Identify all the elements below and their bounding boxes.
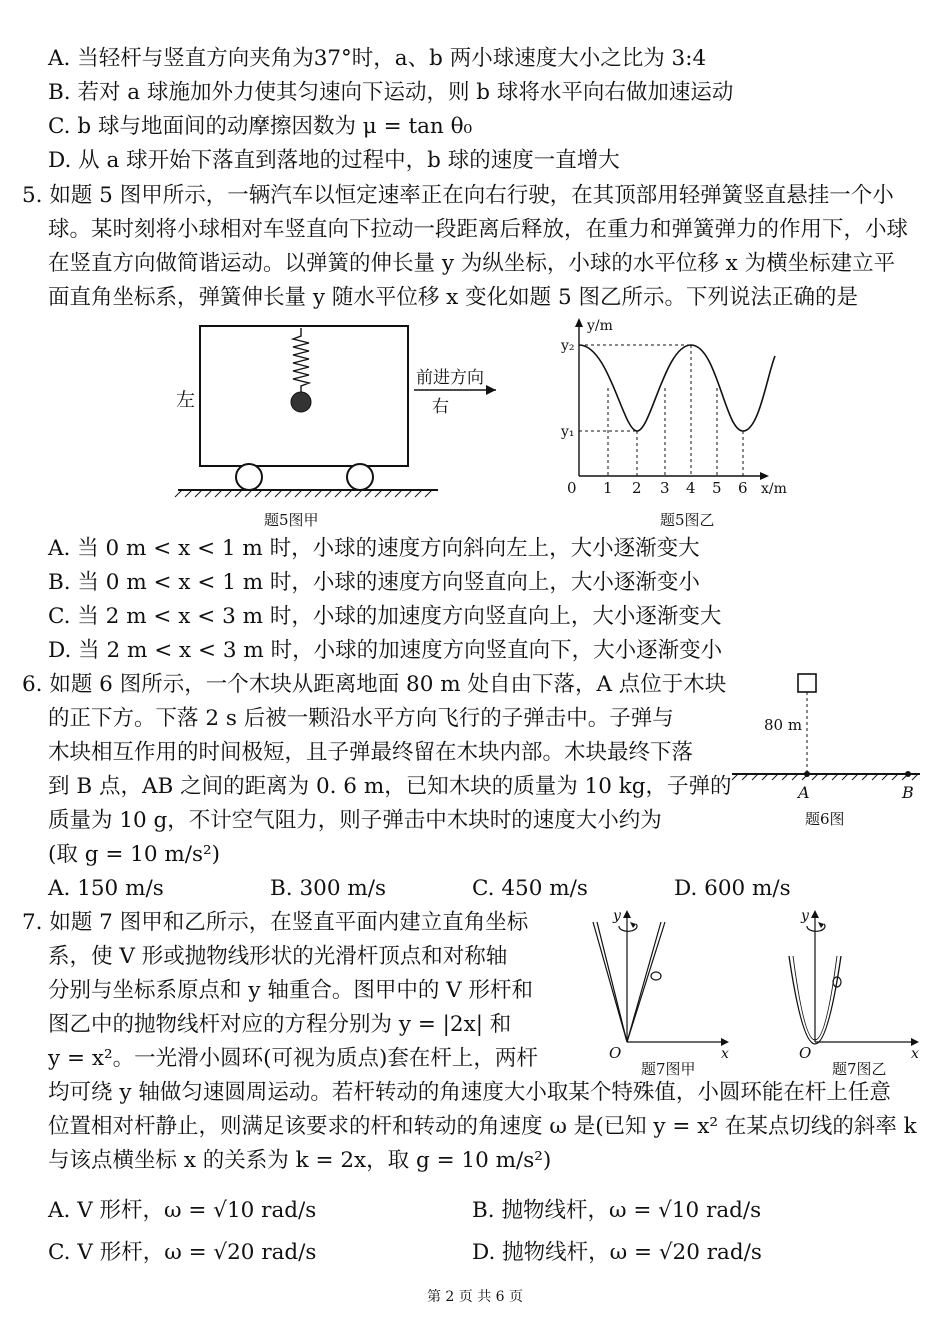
q5-option-b: B. 当 0 m < x < 1 m 时，小球的速度方向竖直向上，大小逐渐变小 [48,570,700,595]
q7-option-d: D. 抛物线杆，ω = √20 rad/s [472,1240,762,1265]
label-left: 左 [176,389,196,411]
fig7b-parabola-rod-diagram [785,902,935,1062]
spring [293,328,309,394]
q6-option-d: D. 600 m/s [674,876,791,901]
x-tick-6: 6 [738,479,748,497]
fig5a-car-diagram [170,320,510,510]
q7-stem-line-2: 系，使 V 形或抛物线形状的光滑杆顶点和对称轴 [48,944,508,969]
q7-option-c: C. V 形杆，ω = √20 rad/s [48,1240,317,1265]
fig5b-graph [555,316,805,506]
q7-stem-line-4: 图乙中的抛物线杆对应的方程分别为 y = |2x| 和 [48,1012,512,1037]
fig7b-x-label: x [911,1046,919,1062]
q6-stem-line-4: 到 B 点，AB 之间的距离为 0. 6 m，已知木块的质量为 10 kg，子弹的 [48,774,732,799]
page-footer: 第 2 页 共 6 页 [426,1289,524,1305]
fig7a-caption: 题7图甲 [641,1060,696,1078]
x-tick-5: 5 [712,479,722,497]
small-ring [651,972,661,980]
q6-stem-line-1: 6. 如题 6 图所示，一个木块从距离地面 80 m 处自由下落，A 点位于木块 [22,672,727,697]
fig5a-caption: 题5图甲 [264,511,319,529]
q6-option-c: C. 450 m/s [472,876,588,901]
origin-label: 0 [567,479,577,497]
fig6-caption: 题6图 [805,810,845,828]
q5-option-a: A. 当 0 m < x < 1 m 时，小球的速度方向斜向左上，大小逐渐变大 [48,536,700,561]
q7-stem-line-5: y = x²。一光滑小圆环(可视为质点)套在杆上，两杆 [48,1046,538,1071]
wheel-left [236,464,262,490]
point-b-label: B [902,783,914,802]
fig7a-origin-label: O [609,1044,622,1062]
q4-option-b: B. 若对 a 球施加外力使其匀速向下运动，则 b 球将水平向右做加速运动 [48,80,734,105]
x-tick-4: 4 [686,479,696,497]
v-rod [593,922,665,1042]
x-axis-label: x/m [761,481,787,497]
wheel-right [347,464,373,490]
q7-stem-line-1: 7. 如题 7 图甲和乙所示，在竖直平面内建立直角坐标 [22,910,529,935]
q7-option-b: B. 抛物线杆，ω = √10 rad/s [472,1198,762,1223]
q5-stem-line-3: 在竖直方向做简谐运动。以弹簧的伸长量 y 为纵坐标，小球的水平位移 x 为横坐标建立平 [48,251,896,276]
y-axis-label: y/m [587,318,613,334]
y1-label: y₁ [561,424,575,440]
label-right: 右 [432,397,449,417]
q7-stem-line-6: 均可绕 y 轴做匀速圆周运动。若杆转动的角速度大小取某个特殊值，小圆环能在杆上任意 [48,1080,891,1105]
fig7a-y-label: y [613,908,621,924]
height-label: 80 m [764,716,803,734]
q7-option-a: A. V 形杆，ω = √10 rad/s [48,1198,317,1223]
q7-stem-line-3: 分别与坐标系原点和 y 轴重合。图甲中的 V 形杆和 [48,978,534,1003]
ball [291,392,311,412]
point-a-dot [804,771,810,777]
q6-stem-line-2: 的正下方。下落 2 s 后被一颗沿水平方向飞行的子弹击中。子弹与 [48,706,674,731]
point-a-label: A [798,783,810,802]
y2-label: y₂ [561,338,575,354]
q4-option-c: C. b 球与地面间的动摩擦因数为 μ = tan θ₀ [48,114,473,139]
q5-option-d: D. 当 2 m < x < 3 m 时，小球的加速度方向竖直向下，大小逐渐变小 [48,638,723,663]
q6-stem-line-5: 质量为 10 g，不计空气阻力，则子弹击中木块时的速度大小约为 [48,808,662,833]
q6-option-a: A. 150 m/s [48,876,164,901]
x-tick-2: 2 [632,479,642,497]
q4-option-a: A. 当轻杆与竖直方向夹角为37°时，a、b 两小球速度大小之比为 3:4 [48,46,707,71]
q6-option-b: B. 300 m/s [270,876,387,901]
label-forward-direction: 前进方向 [416,368,484,388]
fig7a-v-rod-diagram [595,902,755,1062]
fig7b-origin-label: O [799,1044,812,1062]
fig7b-y-label: y [801,908,809,924]
q5-stem-line-2: 球。某时刻将小球相对车竖直向下拉动一段距离后释放，在重力和弹簧弹力的作用下，小球 [48,217,909,242]
q6-stem-line-3: 木块相互作用的时间极短，且子弹最终留在木块内部。木块最终下落 [48,740,694,765]
x-tick-3: 3 [660,479,670,497]
q5-option-c: C. 当 2 m < x < 3 m 时，小球的加速度方向竖直向上，大小逐渐变大 [48,604,722,629]
q5-stem-line-1: 5. 如题 5 图甲所示，一辆汽车以恒定速率正在向右行驶，在其顶部用轻弹簧竖直悬挂一个小 [22,183,894,208]
point-b-dot [905,771,911,777]
q7-stem-line-7: 位置相对杆静止，则满足该要求的杆和转动的角速度 ω 是(已知 y = x² 在某点切线的斜率 k [48,1114,917,1139]
fig6-diagram [730,668,940,808]
q4-option-d: D. 从 a 球开始下落直到落地的过程中，b 球的速度一直增大 [48,148,620,173]
q5-stem-line-4: 面直角坐标系，弹簧伸长量 y 随水平位移 x 变化如题 5 图乙所示。下列说法正确的是 [48,285,858,310]
fig7a-x-label: x [721,1046,729,1062]
x-tick-1: 1 [603,479,613,497]
fig5b-caption: 题5图乙 [660,511,715,529]
q7-stem-line-8: 与该点横坐标 x 的关系为 k = 2x，取 g = 10 m/s²) [48,1148,552,1173]
fig7b-caption: 题7图乙 [832,1060,887,1078]
wooden-block [798,674,816,692]
q6-stem-line-6: (取 g = 10 m/s²) [48,842,221,867]
